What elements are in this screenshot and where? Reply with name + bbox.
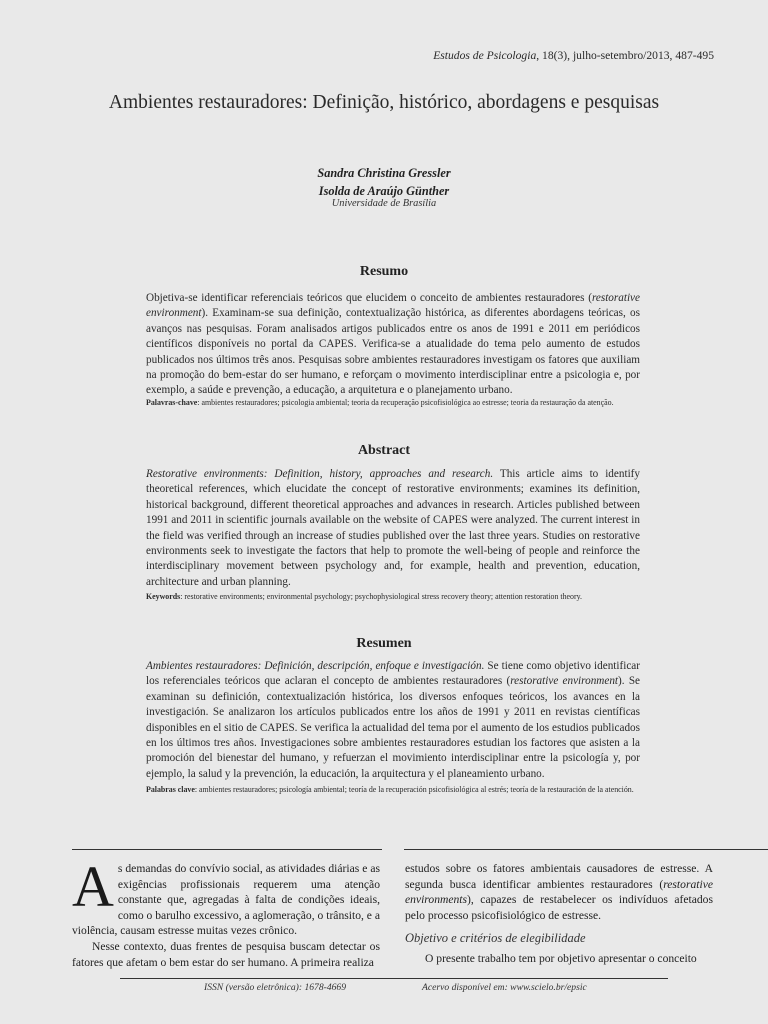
journal-name: Estudos de Psicologia <box>433 49 537 62</box>
body-right-column <box>405 861 713 967</box>
body-paragraph: As demandas do convívio social, as atividades diárias e as exigências profissionais requerem uma atenção constante que, agregadas à falta de condições ideais, como o barulho excessivo, a aglomeração, o trânsito, e a violência, causam estresse muitas vezes crônico. <box>72 854 380 938</box>
keywords-label: Palavras-chave <box>146 398 198 407</box>
author-name: Sandra Christina Gressler <box>317 166 451 180</box>
author-name: Isolda de Araújo Günther <box>318 184 450 198</box>
affiliation: Universidade de Brasília <box>331 198 437 209</box>
drop-cap: A <box>72 854 114 919</box>
resumo-keywords: Palavras-chave: ambientes restauradores; psicologia ambiental; teoria da recuperação psicofisiológica ao estresse; teoria da restauração da atenção. <box>146 398 614 407</box>
abstract-keywords: Keywords: restorative environments; environmental psychology; psychophysiological stress recovery theory; attention restoration theory. <box>146 592 583 601</box>
resumen-text: Ambientes restauradores: Definición, descripción, enfoque e investigación. Se tiene como objetivo identificar los referenciales teóricos que aclaran el concepto de ambientes restauradores (restorative environment). Se examinan su definición, contextualización histórica, los diversos enfoques teóricos, los avances en la investigación. Se analizaron los artículos publicados entre los años de 1991 y 2011 en revistas científicas disponibles en el sitio de CAPES. Se verifica la actualidad del tema por el aumento de los estudios publicados en los últimos tres años. Investigaciones sobre ambientes restauradores estudian los factores que asisten a la promoción del bienestar del humano, y refuerzan el movimiento interdisciplinar entre la psicología y, por ejemplo, la salud y la prevención, la educación, la arquitectura y el planeamiento urbano. <box>146 660 641 780</box>
footer-rule <box>120 978 668 979</box>
footer-issn: ISSN (versão eletrônica): 1678-4669 <box>204 982 347 993</box>
body-paragraph: O presente trabalho tem por objetivo apresentar o conceito <box>425 951 697 965</box>
footer-acervo: Acervo disponível em: www.scielo.br/epsic <box>422 982 587 993</box>
resumen-keywords: Palabras clave: ambientes restauradores; psicología ambiental; teoría de la recuperación psicofisiológica al estrés; teoría de la restauración de la atención. <box>146 785 634 794</box>
body-paragraph: estudos sobre os fatores ambientais causadores de estresse. A segunda busca identificar ambientes restauradores (restorative environments), capazes de restabelecer os indivíduos afetados pelo processo psicofisiológico de estresse. <box>405 862 713 922</box>
section-subheading: Objetivo e critérios de elegibilidade <box>405 931 586 946</box>
body-paragraph: Nesse contexto, duas frentes de pesquisa buscam detectar os fatores que afetam o bem estar do ser humano. A primeira realiza <box>72 939 380 969</box>
journal-citation <box>300 49 714 62</box>
paper-title: Ambientes restauradores: Definição, histórico, abordagens e pesquisas <box>108 92 660 113</box>
separator-rule <box>72 849 382 850</box>
resumo-heading: Resumo <box>359 264 409 279</box>
author-list <box>160 164 608 200</box>
abstract-text: Restorative environments: Definition, history, approaches and research. This article aims to identify theoretical references, which elucidate the concept of restorative environments; examines its definition, historical background, different theoretical approaches and advances in research. Articles published between 1991 and 2011 in scientific journals available on the website of CAPES were analyzed. The current interest in the field was verified through an increase of studies published over the last three years. Studies on restorative environments seek to investigate the factors that help to promote the well-being of people and reinforce the interdisciplinary movement between psychology and, for example, health and prevention, education, architecture and urban planning. <box>146 468 640 588</box>
abstract-heading: Abstract <box>357 443 411 458</box>
separator-rule <box>404 849 768 850</box>
body-left-column <box>72 854 380 970</box>
resumen-heading: Resumen <box>356 636 412 651</box>
keywords-label: Keywords <box>146 592 181 601</box>
journal-issue: , 18(3), julho-setembro/2013, 487-495 <box>536 49 714 62</box>
resumo-text: Objetiva-se identificar referenciais teóricos que elucidem o conceito de ambientes restauradores (restorative environment). Examinam-se sua definição, contextualização histórica, as diferentes abordagens teóricas, os avanços nas pesquisas. Foram analisados artigos publicados entre os anos de 1991 e 2011 em periódicos científicos disponíveis no portal da CAPES. Verifica-se a atualidade do tema pelo aumento de estudos publicados nos últimos três anos. Pesquisas sobre ambientes restauradores investigam os fatores que auxiliam na promoção do bem-estar do ser humano, e reforçam o movimento interdisciplinar entre a psicologia e, por exemplo, a saúde e prevenção, a educação, a arquitetura e o planejamento urbano. <box>146 292 640 397</box>
keywords-label: Palabras clave <box>146 785 195 794</box>
